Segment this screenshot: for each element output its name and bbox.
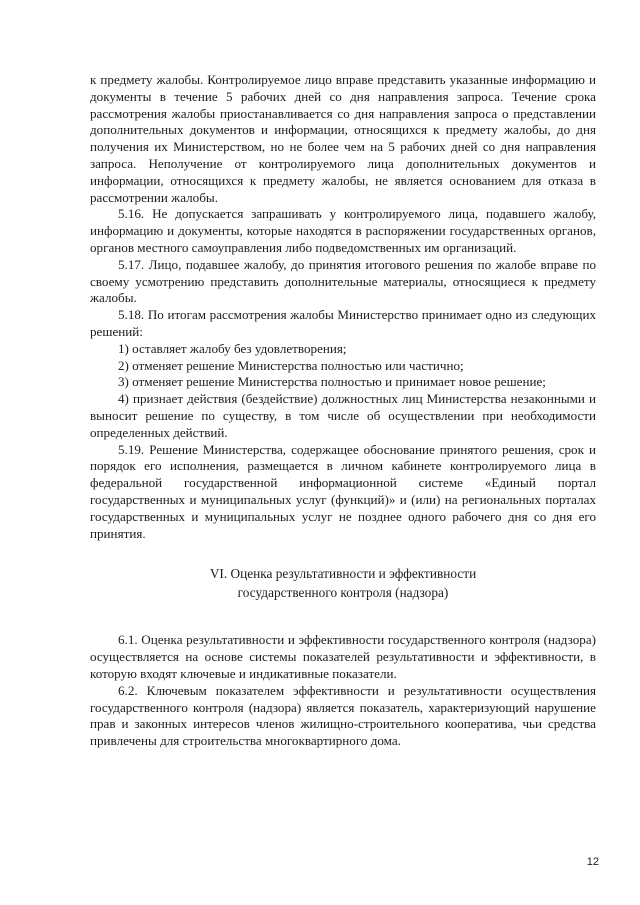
paragraph-6-2: 6.2. Ключевым показателем эффективности и результативности осуществления государственного контроля (надзора) является показатель, характеризующий нарушение прав и законных интересов членов жилищно-строительного кооператива, чьи средства привлечены для строительства многоквартирного дома. <box>90 682 596 749</box>
section-heading <box>90 564 596 602</box>
list-item-1: 1) оставляет жалобу без удовлетворения; <box>118 340 347 356</box>
section-heading-line-1: VI. Оценка результативности и эффективности <box>209 566 477 582</box>
paragraph-5-19: 5.19. Решение Министерства, содержащее обоснование принятого решения, срок и порядок его исполнения, размещается в личном кабинете контролируемого лица в федеральной государственной информационной системе «Единый портал государственных и муниципальных услуг (функций)» и (или) на региональных порталах государственных и муниципальных услуг не позднее одного рабочего дня со дня его принятия. <box>90 441 596 541</box>
list-item-4: 4) признает действия (бездействие) должностных лиц Министерства незаконными и выносит решение по существу, в том числе об осуществлении при необходимости определенных действий. <box>90 391 596 440</box>
list-item-2: 2) отменяет решение Министерства полностью или частично; <box>118 357 464 373</box>
paragraph-6-1: 6.1. Оценка результативности и эффективности государственного контроля (надзора) осуществляется на основе системы показателей результативности и эффективности, в которую входят ключевые и индикативные показатели. <box>90 632 596 681</box>
paragraph-5-17: 5.17. Лицо, подавшее жалобу, до принятия итогового решения по жалобе вправе по своему усмотрению представить дополнительные материалы, относящиеся к предмету жалобы. <box>90 256 596 306</box>
page-number: 12 <box>586 856 599 868</box>
document-body <box>90 72 596 750</box>
paragraph-5-16: 5.16. Не допускается запрашивать у контролируемого лица, подавшего жалобу, информацию и документы, которые находятся в распоряжении государственных органов, органов местного самоуправления либо подведомственных им организаций. <box>90 206 596 255</box>
paragraph-continuation: к предмету жалобы. Контролируемое лицо вправе представить указанные информацию и документы в течение 5 рабочих дней со дня направления запроса. Течение срока рассмотрения жалобы приостанавливается со дня направления запроса о представлении дополнительных документов и информации, относящихся к предмету жалобы, до дня получения их Министерством, но не более чем на 5 рабочих дней со дня направления запроса. Неполучение от контролируемого лица дополнительных документов и информации, относящихся к предмету жалобы, не является основанием для отказа в рассмотрении жалобы. <box>90 72 596 205</box>
section-heading-line-2: государственного контроля (надзора) <box>237 585 449 601</box>
list-item-3: 3) отменяет решение Министерства полностью и принимает новое решение; <box>118 374 546 390</box>
paragraph-5-18: 5.18. По итогам рассмотрения жалобы Министерство принимает одно из следующих решений: <box>90 307 596 339</box>
